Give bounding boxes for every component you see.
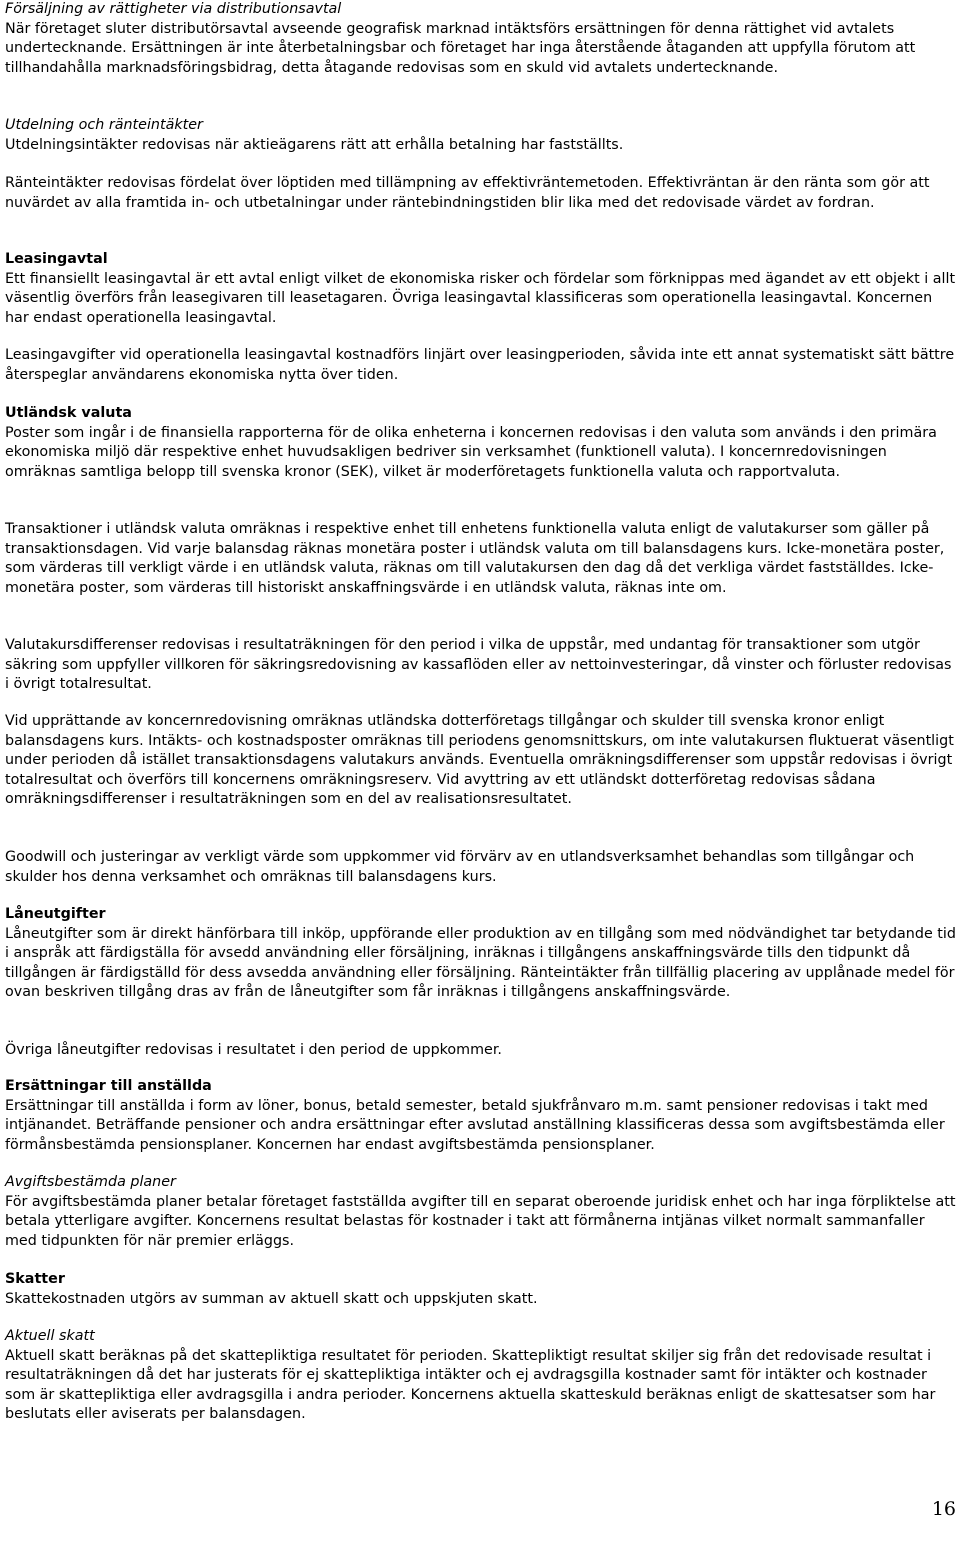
heading-borrowing-costs: Låneutgifter [5, 906, 106, 922]
paragraph: Ett finansiellt leasingavtal är ett avtal enligt vilket de ekonomiska risker och fördelar som förknippas med ägandet av ett objekt i allt väsentlig överförs från leasegivaren till leasetagaren. Övriga leasingavtal klassificeras som operationella leasingavtal. Koncernen har endast operationella leasingavtal. [5, 270, 956, 326]
paragraph: Ersättningar till anställda i form av löner, bonus, betald semester, betald sjukfrånvaro m.m. samt pensioner redovisas i takt med intjänandet. Beträffande pensioner och andra ersättningar efter avslutad anställning klassificeras dessa som avgiftsbestämda eller förmånsbestämda pensionsplaner. Koncernen har endast avgiftsbestämda pensionsplaner. [5, 1097, 945, 1153]
section-foreign-currency-p4 [5, 712, 957, 810]
paragraph: Vid upprättande av koncernredovisning omräknas utländska dotterföretags tillgångar och skulder till svenska kronor enligt balansdagens kurs. Intäkts- och kostnadsposter omräknas till periodens genomsnittskurs, om inte valutakursen fluktuerat väsentligt under perioden då istället transaktionsdagens valutakurs används. Eventuella omräkningsdifferenser som uppstår redovisas i övrigt totalresultat och överförs till koncernens omräkningsreserv. Vid avyttring av ett utländskt dotterföretag redovisas sådana omräkningsdifferenser i resultaträkningen som en del av realisationsresultatet. [5, 713, 954, 808]
paragraph: Goodwill och justeringar av verkligt värde som uppkommer vid förvärv av en utlandsverksamhet behandlas som tillgångar och skulder hos denna verksamhet och omräknas till balansdagens kurs. [5, 849, 915, 885]
section-foreign-currency-p2 [5, 520, 957, 598]
paragraph: Skattekostnaden utgörs av summan av aktuell skatt och uppskjuten skatt. [5, 1290, 538, 1307]
heading-leasing: Leasingavtal [5, 251, 108, 267]
heading-employee-benefits: Ersättningar till anställda [5, 1078, 212, 1094]
paragraph: Poster som ingår i de finansiella rapporterna för de olika enheterna i koncernen redovisas i den valuta som används i den primära ekonomiska miljö där respektive enhet huvudsakligen bedriver sin verksamhet (funktionell valuta). I koncernredovisningen omräknas samtliga belopp till svenska kronor (SEK), vilket är moderföretagets funktionella valuta och rapportvaluta. [5, 424, 937, 480]
paragraph: Valutakursdifferenser redovisas i resultaträkningen för den period i vilka de uppstår, med undantag för transaktioner som utgör säkring som uppfyller villkoren för säkringsredovisning av kassaflöden eller av nettoinvesteringar, då vinster och förluster redovisas i övrigt totalresultat. [5, 637, 952, 693]
heading-taxes: Skatter [5, 1271, 65, 1287]
paragraph: Låneutgifter som är direkt hänförbara till inköp, uppförande eller produktion av en tillgång som med nödvändighet tar betydande tid i anspråk att färdigställa för avsedd användning eller försäljning, inräknas i tillgångens anskaffningsvärde tills den tidpunkt då tillgången är färdigställd för dess avsedda användning eller försäljning. Ränteintäkter från tillfällig placering av upplånade medel för ovan beskriven tillgång dras av från de låneutgifter som får inräknas i tillgångens anskaffningsvärde. [5, 925, 956, 1001]
subheading-defined-contribution: Avgiftsbestämda planer [5, 1174, 176, 1190]
section-employee-benefits [5, 1077, 957, 1155]
section-leasing [5, 250, 957, 328]
section-current-tax [5, 1327, 957, 1425]
section-taxes [5, 1270, 957, 1309]
section-distribution-rights [5, 0, 957, 78]
paragraph: Utdelningsintäkter redovisas när aktieägarens rätt att erhålla betalning har fastställts. [5, 136, 624, 153]
paragraph: Ränteintäkter redovisas fördelat över löptiden med tillämpning av effektivräntemetoden. Effektivräntan är den ränta som gör att nuvärdet av alla framtida in- och utbetalningar under räntebindningstiden blir lika med det redovisade värdet av fordran. [5, 175, 930, 211]
section-defined-contribution [5, 1173, 957, 1251]
paragraph: Aktuell skatt beräknas på det skattepliktiga resultatet för perioden. Skattepliktigt resultat skiljer sig från det redovisade resultat i resultaträkningen då det har justerats för ej skattepliktiga intäkter och ej avdragsgilla kostnader samt för intäkter och kostnader som är skattepliktiga eller avdragsgilla i andra perioder. Koncernens aktuella skatteskuld beräknas enligt de skattesatser som har beslutats eller aviserats per balansdagen. [5, 1347, 936, 1423]
paragraph: Transaktioner i utländsk valuta omräknas i respektive enhet till enhetens funktionella valuta enligt de valutakurser som gäller på transaktionsdagen. Vid varje balansdag räknas monetära poster i utländsk valuta om till balansdagens kurs. Icke-monetära poster, som värderas till verkligt värde i en utländsk valuta, räknas om till valutakursen den dag då det verkliga värdet fastställdes. Icke-monetära poster, som värderas till historiskt anskaffningsvärde i en utländsk valuta, räknas inte om. [5, 521, 945, 596]
paragraph: När företaget sluter distributörsavtal avseende geografisk marknad intäktsförs ersättningen för denna rättighet vid avtalets undertecknande. Ersättningen är inte återbetalningsbar och företaget har inga återstående åtaganden att uppfylla förutom att tillhandahålla marknadsföringsbidrag, detta åtagande redovisas som en skuld vid avtalets undertecknande. [5, 20, 916, 76]
subheading-current-tax: Aktuell skatt [5, 1328, 95, 1344]
section-foreign-currency-p3 [5, 636, 957, 695]
page-number: 16 [931, 1498, 956, 1520]
paragraph: Leasingavgifter vid operationella leasingavtal kostnadförs linjärt over leasingperioden, såvida inte ett annat systematiskt sätt bättre återspeglar användarens ekonomiska nytta över tiden. [5, 347, 955, 383]
subheading-distribution-rights: Försäljning av rättigheter via distributionsavtal [5, 1, 342, 17]
section-leasing-cont [5, 346, 957, 385]
subheading-dividends-interest: Utdelning och ränteintäkter [5, 117, 203, 133]
heading-foreign-currency: Utländsk valuta [5, 405, 132, 421]
paragraph: För avgiftsbestämda planer betalar företaget fastställda avgifter till en separat oberoende juridisk enhet och har inga förpliktelse att betala ytterligare avgifter. Koncernens resultat belastas för kostnader i takt att förmånerna intjänas vilket normalt sammanfaller med tidpunkten för när premier erläggs. [5, 1193, 956, 1249]
section-borrowing-costs [5, 905, 957, 1003]
section-dividends-interest [5, 116, 957, 155]
section-borrowing-costs-cont [5, 1041, 957, 1061]
section-foreign-currency-p5 [5, 848, 957, 887]
section-foreign-currency [5, 404, 957, 482]
paragraph: Övriga låneutgifter redovisas i resultatet i den period de uppkommer. [5, 1042, 502, 1058]
section-dividends-interest-cont [5, 174, 957, 213]
